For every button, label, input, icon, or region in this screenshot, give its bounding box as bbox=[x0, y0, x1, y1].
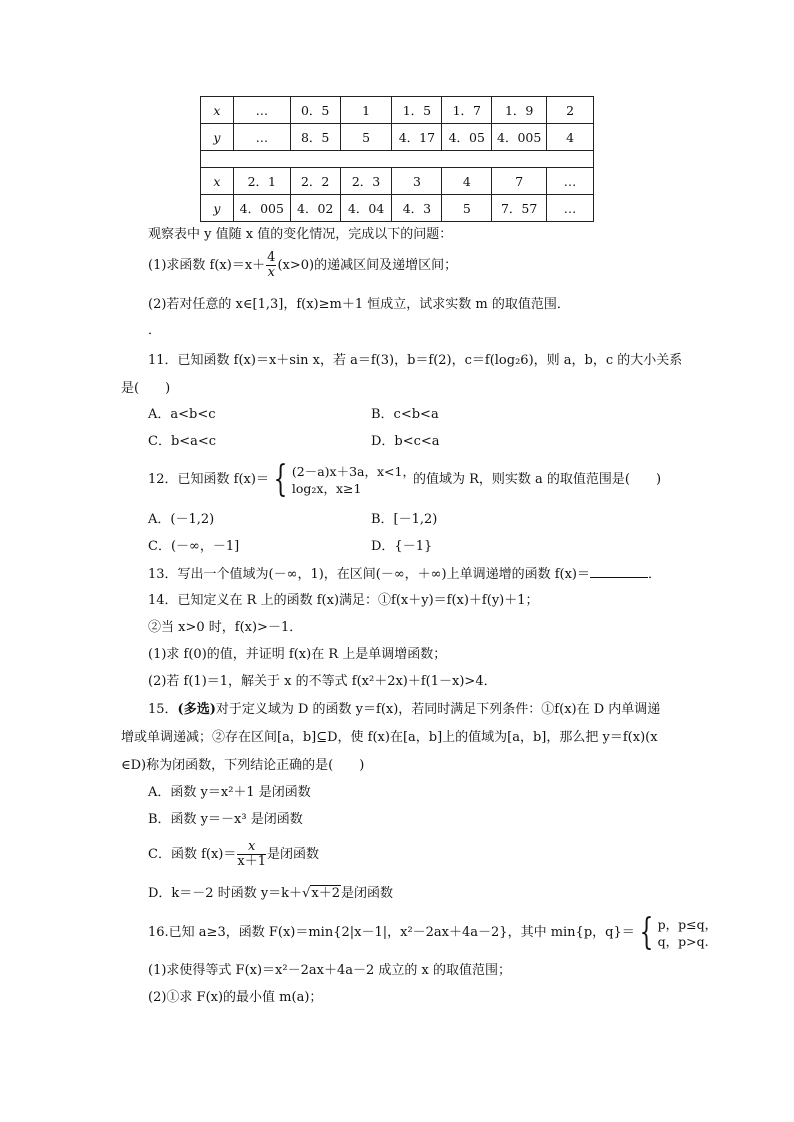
q13-end: ． bbox=[648, 567, 662, 582]
q15-option-c-post: 是闭函数 bbox=[266, 847, 319, 862]
q10-dot: ． bbox=[148, 323, 162, 338]
table-cell: 4．3 bbox=[392, 195, 442, 222]
case-line: q，p>q. bbox=[657, 933, 709, 949]
table-row bbox=[201, 124, 594, 151]
table-row bbox=[201, 168, 594, 195]
table-cell: … bbox=[233, 124, 290, 151]
fraction-numerator: x bbox=[237, 840, 266, 855]
table-cell: 4．02 bbox=[290, 195, 340, 222]
q12-option-a: A．(－1,2) bbox=[148, 512, 215, 527]
table-cell: y bbox=[201, 195, 234, 222]
q15-option-c bbox=[148, 838, 319, 872]
table-cell: 1．7 bbox=[442, 97, 492, 124]
q16-stem-text: 16.已知 a≥3，函数 F(x)＝min{2|x－1|，x²－2ax＋4a－2}，其中 min{p，q}＝ bbox=[148, 925, 635, 940]
q10-part1-pre: (1)求函数 f(x)＝x＋ bbox=[148, 258, 266, 273]
q14-part1: (1)求 f(0)的值，并证明 f(x)在 R 上是单调增函数； bbox=[148, 647, 447, 662]
table-cell: 7 bbox=[492, 168, 547, 195]
q15-stem-line1-text: 对于定义域为 D 的函数 y＝f(x)，若同时满足下列条件：①f(x)在 D 内单调递 bbox=[215, 702, 661, 717]
fraction-denominator: x bbox=[267, 265, 275, 280]
q15-stem-line3: ∈D)称为闭函数，下列结论正确的是( ) bbox=[121, 758, 365, 773]
q10-part2: (2)若对任意的 x∈[1,3]，f(x)≥m＋1 恒成立，试求实数 m 的取值范围． bbox=[148, 297, 570, 312]
brace-icon: { bbox=[639, 911, 654, 953]
table-cell: y bbox=[201, 124, 234, 151]
case-line: (2－a)x＋3a，x<1， bbox=[291, 463, 415, 479]
q12-option-b: B．[－1,2) bbox=[371, 512, 438, 527]
q15-stem-line2: 增或单调递减；②存在区间[a，b]⊆D，使 f(x)在[a，b]上的值域为[a，b]，那么把 y＝f(x)(x bbox=[121, 730, 658, 745]
q15-option-d bbox=[148, 885, 393, 903]
q15-tag: (多选) bbox=[177, 702, 216, 717]
q15-option-c-pre: C．函数 f(x)＝ bbox=[148, 847, 237, 862]
table-gap-cell bbox=[201, 151, 594, 168]
table-cell: 2．3 bbox=[340, 168, 392, 195]
q13-stem bbox=[148, 565, 661, 584]
radicand: x＋2 bbox=[311, 886, 340, 901]
q13-text: 13．写出一个值域为(－∞，1)，在区间(－∞，＋∞)上单调递增的函数 f(x)＝ bbox=[148, 567, 591, 582]
q11-option-a: A．a<b<c bbox=[148, 407, 216, 422]
q11-option-d: D．b<c<a bbox=[371, 434, 440, 449]
q15-option-d-pre: D．k＝－2 时函数 y＝k＋ bbox=[148, 886, 303, 901]
q15-option-b: B．函数 y＝－x³ 是闭函数 bbox=[148, 812, 303, 827]
q16-part2: (2)①求 F(x)的最小值 m(a)； bbox=[148, 990, 323, 1005]
table-cell: 4．005 bbox=[233, 195, 290, 222]
q12-option-c: C．(－∞，－1] bbox=[148, 539, 240, 554]
q16-part1: (1)求使得等式 F(x)＝x²－2ax＋4a－2 成立的 x 的取值范围； bbox=[148, 963, 511, 978]
fraction bbox=[266, 251, 276, 280]
piecewise-cases bbox=[292, 463, 415, 497]
table-cell: 4．17 bbox=[392, 124, 442, 151]
fraction bbox=[237, 840, 266, 869]
table-cell: 8．5 bbox=[290, 124, 340, 151]
table-cell: x bbox=[201, 97, 234, 124]
table-row bbox=[201, 195, 594, 222]
table-cell: 1．5 bbox=[392, 97, 442, 124]
table-cell: 5 bbox=[340, 124, 392, 151]
table-cell: 4．04 bbox=[340, 195, 392, 222]
table-cell: 7．57 bbox=[492, 195, 547, 222]
q12-stem bbox=[148, 460, 415, 500]
q11-option-c: C．b<a<c bbox=[148, 434, 217, 449]
brace-icon: { bbox=[273, 458, 288, 500]
fraction-denominator: x＋1 bbox=[237, 854, 266, 869]
q15-option-d-post: 是闭函数 bbox=[340, 886, 393, 901]
q15-option-a: A．函数 y＝x²＋1 是闭函数 bbox=[148, 785, 311, 800]
q15-number: 15． bbox=[148, 702, 178, 717]
table-cell: 3 bbox=[392, 168, 442, 195]
table-row bbox=[201, 97, 594, 124]
q11-stem-line2: 是( ) bbox=[121, 381, 171, 396]
q11-option-b: B．c<b<a bbox=[371, 407, 439, 422]
table-cell: 2．2 bbox=[290, 168, 340, 195]
piecewise-cases bbox=[658, 916, 717, 950]
table-cell: 4 bbox=[442, 168, 492, 195]
table-cell: 4．05 bbox=[442, 124, 492, 151]
q12-option-d: D．{－1} bbox=[371, 539, 433, 554]
q10-part1 bbox=[148, 249, 457, 283]
table-cell: … bbox=[547, 168, 594, 195]
table-cell: … bbox=[233, 97, 290, 124]
fraction-numerator: 4 bbox=[267, 250, 276, 265]
value-table bbox=[200, 96, 594, 222]
q14-part2: (2)若 f(1)＝1，解关于 x 的不等式 f(x²＋2x)＋f(1－x)>4． bbox=[148, 674, 497, 689]
answer-blank bbox=[590, 565, 648, 578]
table-cell: 5 bbox=[442, 195, 492, 222]
q15-stem-line1 bbox=[148, 701, 660, 719]
table-cell: x bbox=[201, 168, 234, 195]
table-gap-row bbox=[201, 151, 594, 168]
sqrt-icon: √ bbox=[302, 886, 311, 901]
table-cell: 1．9 bbox=[492, 97, 547, 124]
table-cell: 1 bbox=[340, 97, 392, 124]
q10-intro: 观察表中 y 值随 x 值的变化情况，完成以下的问题： bbox=[148, 227, 453, 242]
table-cell: 2．1 bbox=[233, 168, 290, 195]
case-line: p，p≤q， bbox=[657, 916, 718, 932]
q14-stem-line1: 14．已知定义在 R 上的函数 f(x)满足：①f(x＋y)＝f(x)＋f(y)＋1； bbox=[148, 593, 539, 608]
table-cell: 4．005 bbox=[492, 124, 547, 151]
q12-stem-pre: 12．已知函数 f(x)＝ bbox=[148, 472, 269, 487]
q14-stem-line2: ②当 x>0 时，f(x)>－1． bbox=[148, 620, 303, 635]
q12-stem-post: 的值域为 R，则实数 a 的取值范围是( ) bbox=[413, 472, 662, 487]
q10-part1-post: (x>0)的递减区间及递增区间； bbox=[277, 258, 458, 273]
q16-stem bbox=[148, 913, 717, 953]
table-cell: 4 bbox=[547, 124, 594, 151]
table-cell: 0．5 bbox=[290, 97, 340, 124]
table-cell: … bbox=[547, 195, 594, 222]
q11-stem-line1: 11．已知函数 f(x)＝x＋sin x，若 a＝f(3)，b＝f(2)，c＝f(log₂6)，则 a，b，c 的大小关系 bbox=[148, 353, 683, 368]
case-line: log₂x，x≥1 bbox=[291, 480, 362, 496]
table-cell: 2 bbox=[547, 97, 594, 124]
